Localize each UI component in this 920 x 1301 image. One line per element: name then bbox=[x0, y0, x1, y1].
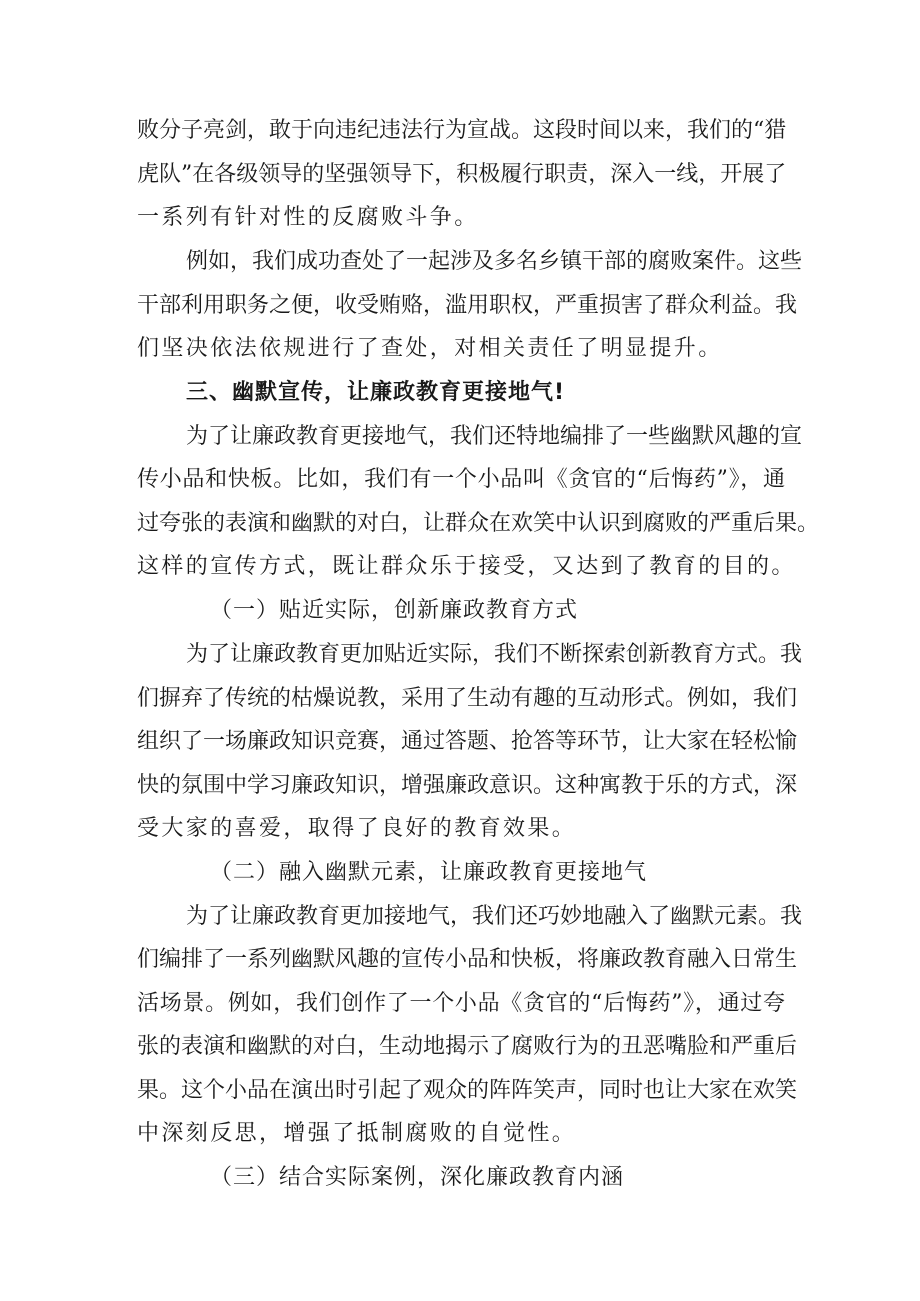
section-heading: 三、幽默宣传，让廉政教育更接地气! bbox=[186, 380, 566, 405]
paragraph-line: 组织了一场廉政知识竞赛，通过答题、抢答等环节，让大家在轻松愉 bbox=[137, 729, 798, 754]
paragraph-line: 们坚决依法依规进行了查处，对相关责任了明显提升。 bbox=[137, 336, 723, 361]
paragraph-line: 干部利用职务之便，收受贿赂，滥用职权，严重损害了群众利益。我 bbox=[137, 293, 798, 318]
paragraph-line: 张的表演和幽默的对白，生动地揭示了腐败行为的丑恶嘴脸和严重后 bbox=[137, 1034, 798, 1059]
paragraph-line: 们摒弃了传统的枯燥说教，采用了生动有趣的互动形式。例如，我们 bbox=[137, 686, 798, 711]
paragraph-line: 们编排了一系列幽默风趣的宣传小品和快板，将廉政教育融入日常生 bbox=[137, 947, 798, 972]
subsection-heading: （三）结合实际案例，深化廉政教育内涵 bbox=[210, 1165, 625, 1190]
paragraph-line: 一系列有针对性的反腐败斗争。 bbox=[137, 205, 479, 230]
paragraph-line: 中深刻反思，增强了抵制腐败的自觉性。 bbox=[137, 1121, 577, 1146]
paragraph-line: 受大家的喜爱，取得了良好的教育效果。 bbox=[137, 816, 577, 841]
paragraph-line: 败分子亮剑，敢于向违纪违法行为宣战。这段时间以来，我们的“猎 bbox=[137, 118, 787, 143]
paragraph-line: 例如，我们成功查处了一起涉及多名乡镇干部的腐败案件。这些 bbox=[186, 249, 803, 274]
paragraph-line: 为了让廉政教育更接地气，我们还特地编排了一些幽默风趣的宣 bbox=[186, 424, 803, 449]
paragraph-line: 为了让廉政教育更加接地气，我们还巧妙地融入了幽默元素。我 bbox=[186, 904, 803, 929]
paragraph-line: 为了让廉政教育更加贴近实际，我们不断探索创新教育方式。我 bbox=[186, 642, 803, 667]
paragraph-line: 果。这个小品在演出时引起了观众的阵阵笑声，同时也让大家在欢笑 bbox=[137, 1078, 798, 1103]
paragraph-line: 过夸张的表演和幽默的对白，让群众在欢笑中认识到腐败的严重后果。 bbox=[137, 511, 820, 536]
subsection-heading: （一）贴近实际，创新廉政教育方式 bbox=[210, 598, 579, 623]
paragraph-line: 活场景。例如，我们创作了一个小品《贪官的“后悔药”》，通过夸 bbox=[137, 991, 785, 1016]
paragraph-line: 传小品和快板。比如，我们有一个小品叫《贪官的“后悔药”》，通 bbox=[137, 467, 785, 492]
paragraph-line: 虎队”在各级领导的坚强领导下，积极履行职责，深入一线，开展了 bbox=[137, 162, 787, 187]
paragraph-line: 这样的宣传方式，既让群众乐于接受，又达到了教育的目的。 bbox=[137, 554, 796, 579]
paragraph-line: 快的氛围中学习廉政知识，增强廉政意识。这种寓教于乐的方式，深 bbox=[137, 773, 798, 798]
subsection-heading: （二）融入幽默元素，让廉政教育更接地气 bbox=[210, 860, 648, 885]
